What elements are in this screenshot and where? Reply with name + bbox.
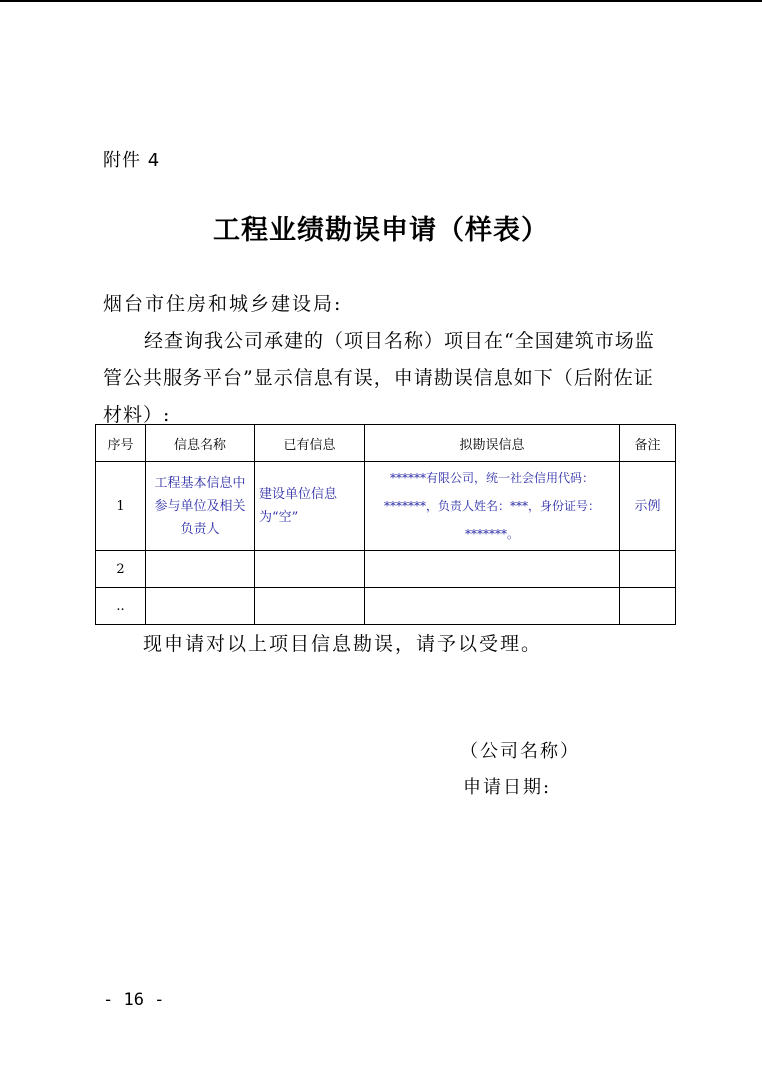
errata-table: [95, 424, 676, 625]
cell-no: 2: [96, 551, 146, 588]
cell-remark: 示例: [620, 462, 676, 551]
cell-remark: [620, 551, 676, 588]
cell-existing: 建设单位信息为“空”: [255, 462, 365, 551]
cell-info-name: 工程基本信息中参与单位及相关负责人: [146, 462, 255, 551]
cell-existing: [255, 588, 365, 625]
cell-corrected: [365, 588, 620, 625]
top-border-line: [0, 0, 762, 2]
cell-corrected: [365, 551, 620, 588]
cell-remark: [620, 588, 676, 625]
cell-no: 1: [96, 462, 146, 551]
apply-date: 申请日期:: [463, 777, 552, 798]
header-no: 序号: [96, 425, 146, 462]
document-title: 工程业绩勘误申请（样表）: [213, 215, 549, 246]
header-remark: 备注: [620, 425, 676, 462]
company-name: （公司名称）: [460, 741, 580, 762]
table-row: [96, 462, 676, 551]
header-existing: 已有信息: [255, 425, 365, 462]
table-row: [96, 588, 676, 625]
cell-info-name: [146, 551, 255, 588]
cell-corrected: ******有限公司，统一社会信用代码：*******，负责人姓名：***，身份证号：*******。: [365, 462, 620, 551]
table-row: [96, 551, 676, 588]
cell-no: ..: [96, 588, 146, 625]
table-header-row: [96, 425, 676, 462]
cell-info-name: [146, 588, 255, 625]
page-number: - 16 -: [103, 990, 165, 1010]
header-info-name: 信息名称: [146, 425, 255, 462]
closing-sentence: 现申请对以上项目信息勘误，请予以受理。: [143, 633, 543, 655]
body-paragraph: 经查询我公司承建的（项目名称）项目在“全国建筑市场监管公共服务平台”显示信息有误，申请勘误信息如下（后附佐证材料）:: [103, 330, 655, 426]
attachment-label: 附件 4: [103, 150, 161, 171]
header-corrected: 拟勘误信息: [365, 425, 620, 462]
addressee: 烟台市住房和城乡建设局:: [103, 293, 343, 315]
cell-existing: [255, 551, 365, 588]
